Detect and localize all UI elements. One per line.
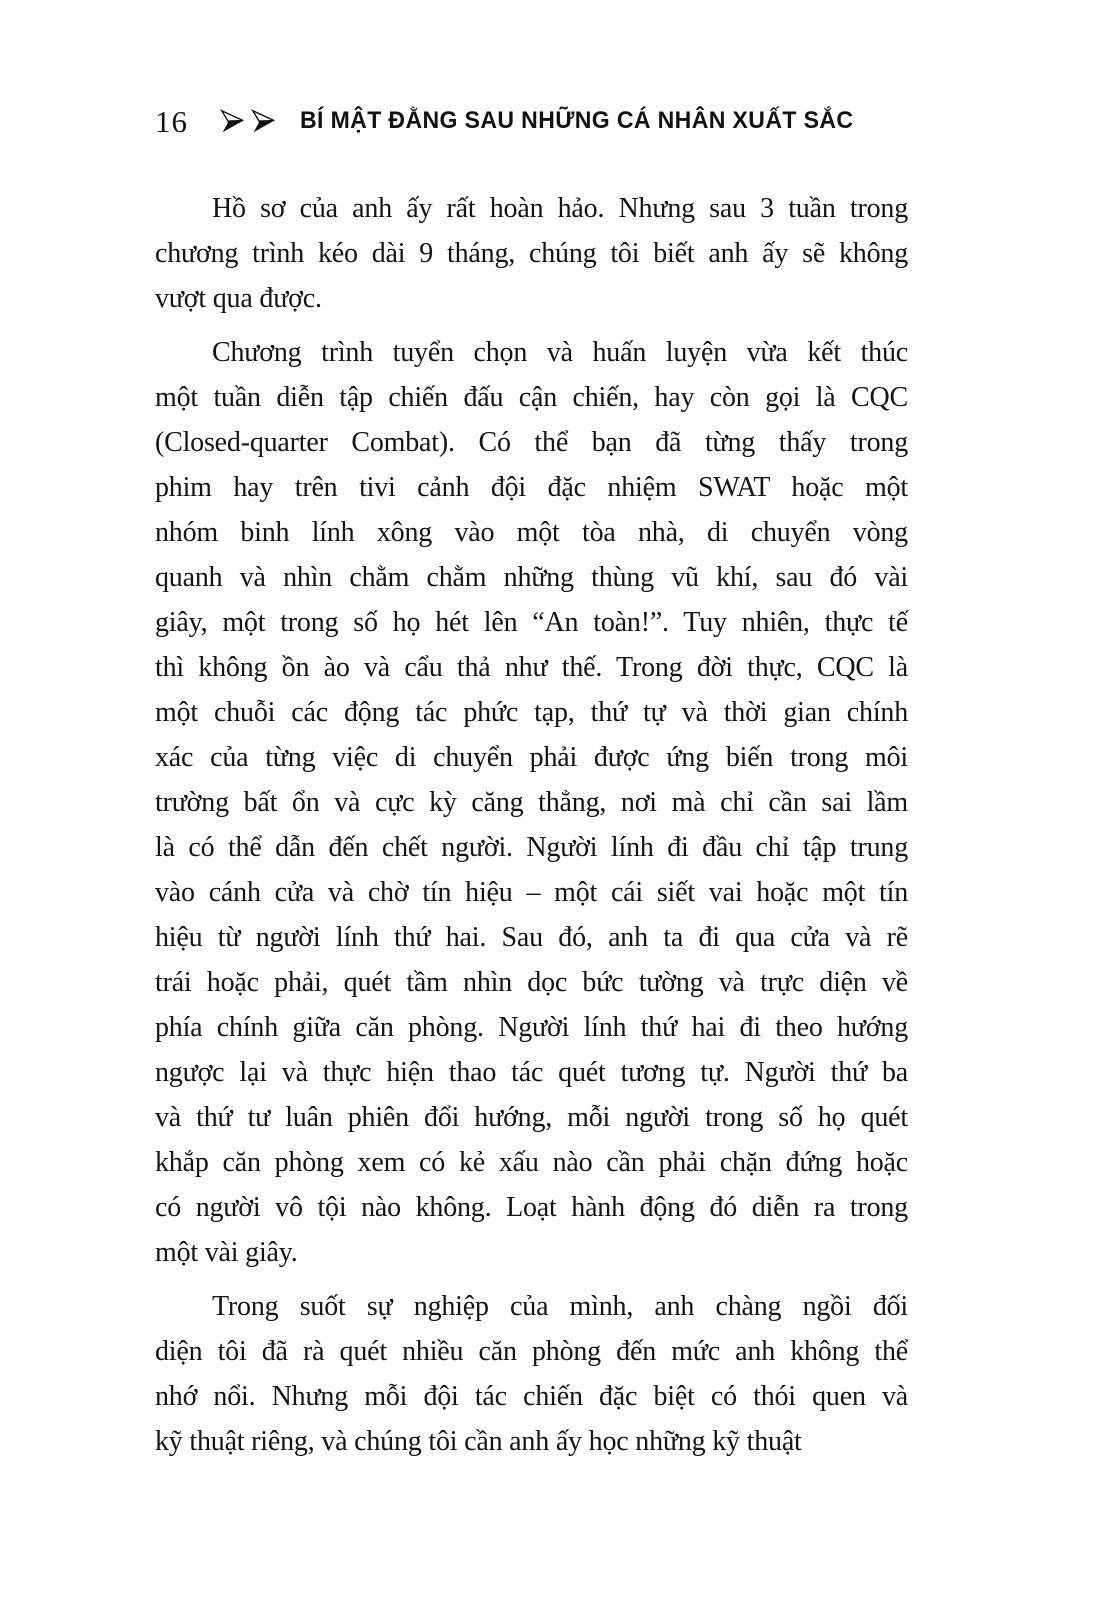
text-line: phía chính giữa căn phòng. Người lính thứ hai đi theo hướng xyxy=(155,1012,908,1043)
text-line: quanh và nhìn chằm chằm những thùng vũ khí, sau đó vài xyxy=(155,562,908,593)
paragraph xyxy=(155,186,908,321)
text-line: một tuần diễn tập chiến đấu cận chiến, hay còn gọi là CQC xyxy=(155,382,908,413)
text-line: hiệu từ người lính thứ hai. Sau đó, anh ta đi qua cửa và rẽ xyxy=(155,922,908,953)
text-line: và thứ tư luân phiên đổi hướng, mỗi người trong số họ quét xyxy=(155,1102,908,1133)
paragraph xyxy=(155,1284,908,1464)
text-line: giây, một trong số họ hét lên “An toàn!”. Tuy nhiên, thực tế xyxy=(155,607,908,638)
double-arrow-icon xyxy=(219,109,277,134)
text-line: vào cánh cửa và chờ tín hiệu – một cái siết vai hoặc một tín xyxy=(155,877,908,908)
text-line: khắp căn phòng xem có kẻ xấu nào cần phải chặn đứng hoặc xyxy=(155,1147,908,1178)
text-line: xác của từng việc di chuyển phải được ứng biến trong môi xyxy=(155,742,908,773)
text-line: kỹ thuật riêng, và chúng tôi cần anh ấy học những kỹ thuật xyxy=(155,1426,802,1457)
text-line: trái hoặc phải, quét tầm nhìn dọc bức tường và trực diện về xyxy=(155,967,908,998)
text-line: có người vô tội nào không. Loạt hành động đó diễn ra trong xyxy=(155,1192,908,1223)
text-line: (Closed-quarter Combat). Có thể bạn đã từng thấy trong xyxy=(155,427,908,458)
text-line: Trong suốt sự nghiệp của mình, anh chàng ngồi đối xyxy=(212,1291,908,1322)
text-line: là có thể dẫn đến chết người. Người lính đi đầu chỉ tập trung xyxy=(155,832,908,863)
text-line: nhóm binh lính xông vào một tòa nhà, di chuyển vòng xyxy=(155,517,908,548)
page-body xyxy=(155,186,908,1464)
text-line: phim hay trên tivi cảnh đội đặc nhiệm SWAT hoặc một xyxy=(155,472,908,503)
text-line: một chuỗi các động tác phức tạp, thứ tự và thời gian chính xyxy=(155,697,908,728)
text-line: Hồ sơ của anh ấy rất hoàn hảo. Nhưng sau 3 tuần trong xyxy=(212,193,908,224)
arrowhead-icon xyxy=(250,109,277,134)
text-line: vượt qua được. xyxy=(155,283,322,314)
page-header xyxy=(155,102,908,140)
text-line: chương trình kéo dài 9 tháng, chúng tôi biết anh ấy sẽ không xyxy=(155,238,908,269)
running-title: BÍ MẬT ĐẰNG SAU NHỮNG CÁ NHÂN XUẤT SẮC xyxy=(300,107,854,134)
text-line: trường bất ổn và cực kỳ căng thẳng, nơi mà chỉ cần sai lầm xyxy=(155,787,908,818)
paragraph xyxy=(155,330,908,1275)
text-line: ngược lại và thực hiện thao tác quét tương tự. Người thứ ba xyxy=(155,1057,908,1088)
page-number: 16 xyxy=(155,103,188,139)
text-line: Chương trình tuyển chọn và huấn luyện vừa kết thúc xyxy=(212,337,908,368)
arrowhead-icon xyxy=(219,109,246,134)
text-line: thì không ồn ào và cẩu thả như thế. Trong đời thực, CQC là xyxy=(155,652,908,683)
text-line: nhớ nổi. Nhưng mỗi đội tác chiến đặc biệt có thói quen và xyxy=(155,1381,908,1412)
text-line: một vài giây. xyxy=(155,1237,298,1268)
text-line: diện tôi đã rà quét nhiều căn phòng đến mức anh không thể xyxy=(155,1336,908,1367)
